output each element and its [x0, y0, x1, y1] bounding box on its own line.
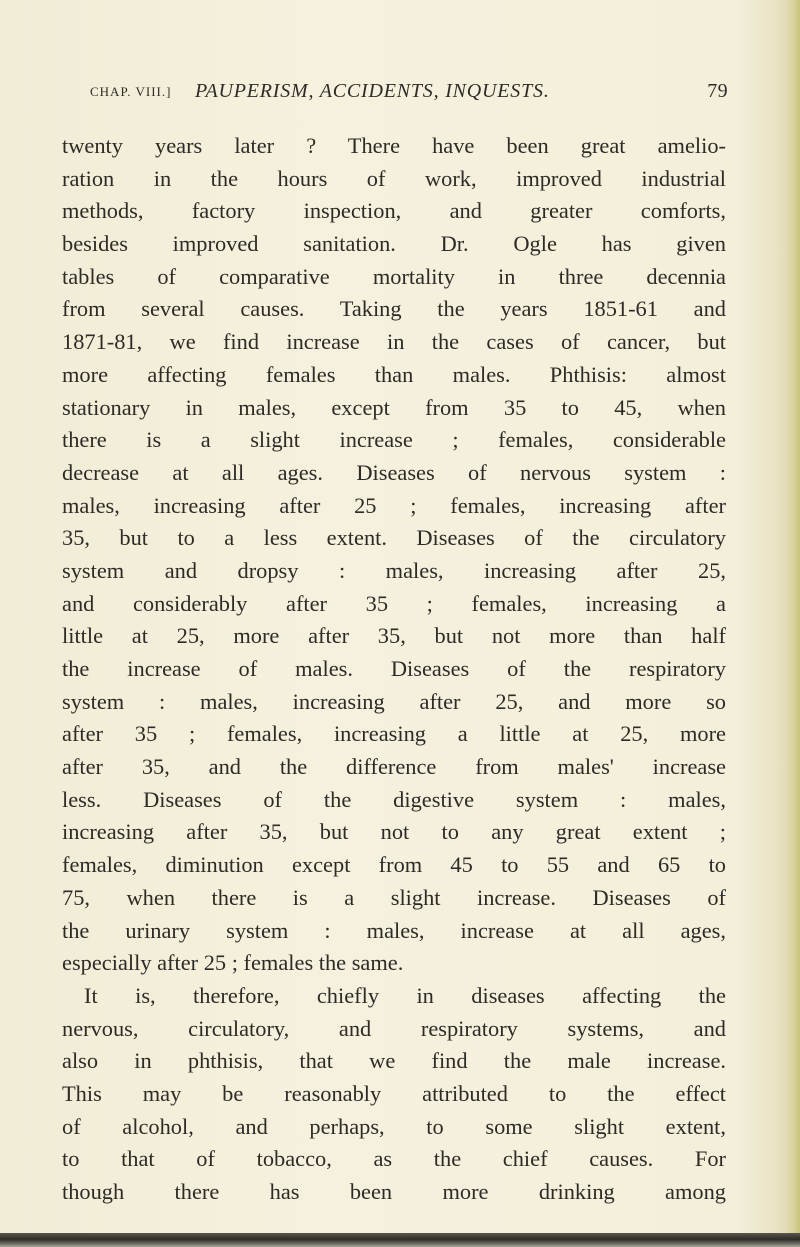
text-line: the urinary system : males, increase at all ages, [62, 917, 726, 943]
text-line: This may be reasonably attributed to the effect [62, 1080, 726, 1106]
chapter-label: CHAP. VIII.] [90, 84, 172, 99]
text-line: 75, when there is a slight increase. Diseases of [62, 884, 726, 910]
text-line: 35, but to a less extent. Diseases of the circulatory [62, 525, 726, 551]
text-line: stationary in males, except from 35 to 45, when [62, 394, 726, 420]
running-title: PAUPERISM, ACCIDENTS, INQUESTS. [195, 80, 550, 102]
running-header [90, 80, 730, 110]
text-line: twenty years later ? There have been great amelio- [62, 133, 726, 158]
text-line: 1871-81, we find increase in the cases of cancer, but [62, 329, 726, 355]
text-line: ration in the hours of work, improved industrial [62, 165, 726, 191]
text-line: also in phthisis, that we find the male increase. [62, 1048, 726, 1074]
text-line: after 35, and the difference from males' increase [62, 754, 726, 780]
text-line: little at 25, more after 35, but not more than half [62, 623, 726, 649]
text-line: system : males, increasing after 25, and more so [62, 688, 726, 714]
text-line: nervous, circulatory, and respiratory systems, and [62, 1015, 726, 1041]
text-line: system and dropsy : males, increasing after 25, [62, 557, 726, 583]
text-line: and considerably after 35 ; females, increasing a [62, 590, 726, 616]
text-line: besides improved sanitation. Dr. Ogle has given [62, 231, 726, 257]
text-line: after 35 ; females, increasing a little at 25, more [62, 721, 726, 747]
text-line: females, diminution except from 45 to 55 and 65 to [62, 852, 726, 878]
page-edge-shadow [786, 0, 800, 1247]
text-line: males, increasing after 25 ; females, increasing after [62, 492, 726, 518]
text-line: the increase of males. Diseases of the respiratory [62, 656, 726, 681]
text-line: especially after 25 ; females the same. [62, 950, 404, 976]
text-line: though there has been more drinking among [62, 1179, 726, 1204]
text-line: It is, therefore, chiefly in diseases affecting the [84, 982, 726, 1008]
text-line: there is a slight increase ; females, considerable [62, 427, 726, 453]
text-line: less. Diseases of the digestive system : males, [62, 786, 726, 812]
text-line: more affecting females than males. Phthisis: almost [62, 361, 726, 387]
text-line: from several causes. Taking the years 1851-61 and [62, 296, 726, 322]
text-line: methods, factory inspection, and greater comforts, [62, 198, 726, 224]
text-line: decrease at all ages. Diseases of nervous system : [62, 459, 726, 485]
text-line: to that of tobacco, as the chief causes. For [62, 1146, 726, 1172]
body-text [62, 130, 726, 1209]
page-number: 79 [707, 80, 728, 102]
text-line: increasing after 35, but not to any great extent ; [62, 819, 726, 845]
page-bottom-edge [0, 1233, 800, 1247]
text-line: tables of comparative mortality in three decennia [62, 263, 726, 289]
text-line: of alcohol, and perhaps, to some slight extent, [62, 1113, 726, 1139]
